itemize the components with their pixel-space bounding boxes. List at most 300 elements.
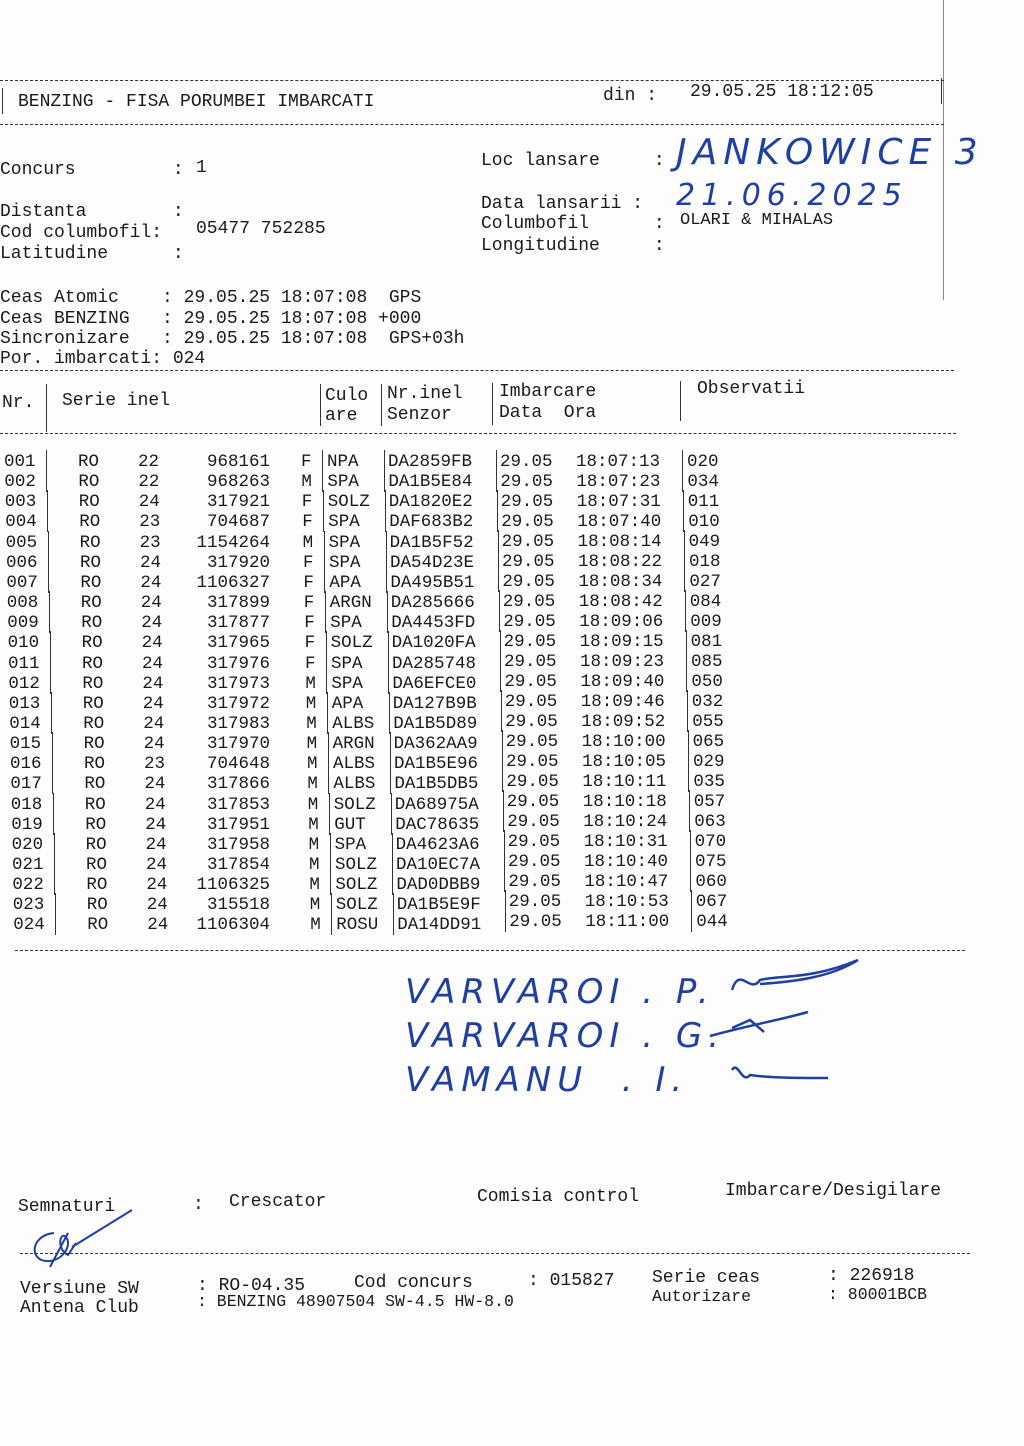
cell-senzor: DA285666	[390, 593, 475, 614]
cell-sex: F	[302, 512, 313, 533]
row-separator	[393, 913, 394, 935]
row-separator	[388, 672, 389, 694]
cell-data: 29.05	[506, 752, 559, 772]
cell-nr: 001	[4, 452, 36, 472]
cell-data: 29.05	[500, 452, 553, 472]
cell-tara: RO	[79, 532, 101, 553]
cell-sex: M	[309, 875, 320, 896]
handwritten-name-1: VARVAROI . P.	[405, 972, 715, 1012]
cell-sex: M	[302, 532, 314, 553]
row-separator	[503, 810, 504, 832]
cell-ora: 18:08:42	[578, 592, 663, 612]
cell-an: 24	[140, 593, 162, 614]
row-separator	[388, 631, 389, 653]
row-separator	[331, 913, 332, 935]
table-row	[0, 512, 1024, 533]
cod-columbofil-label: Cod columbofil:	[0, 223, 163, 243]
cell-obs: 063	[694, 812, 726, 832]
row-separator	[687, 690, 688, 712]
cell-obs: 011	[687, 492, 720, 512]
cell-obs: 009	[690, 612, 722, 632]
row-separator	[496, 450, 497, 472]
cell-obs: 081	[690, 632, 723, 652]
cell-obs: 032	[691, 692, 724, 712]
antena-club-label: Antena Club	[20, 1298, 139, 1318]
cell-senzor: DA1B5E9F	[396, 895, 481, 916]
cod-concurs-label: Cod concurs	[354, 1273, 473, 1293]
row-separator	[688, 750, 689, 772]
cell-culoare: SPA	[331, 653, 363, 674]
cell-ora: 18:10:31	[583, 832, 668, 852]
table-row	[0, 472, 1024, 493]
cell-culoare: SPA	[327, 472, 359, 493]
row-separator	[689, 790, 690, 812]
row-separator	[326, 631, 327, 653]
cell-data: 29.05	[504, 672, 557, 692]
cell-obs: 035	[693, 772, 725, 792]
row-separator	[48, 531, 49, 553]
row-separator	[330, 873, 331, 895]
row-separator	[386, 571, 387, 593]
ceas-atomic: Ceas Atomic : 29.05.25 18:07:08 GPS	[0, 288, 422, 308]
col-divider-culoare	[381, 384, 382, 426]
cell-obs: 084	[689, 592, 722, 612]
row-separator	[686, 630, 687, 652]
cell-tara: RO	[86, 855, 108, 875]
row-separator	[683, 510, 684, 532]
cell-culoare: SPA	[330, 613, 362, 634]
cell-nr: 004	[5, 512, 37, 533]
cell-an: 24	[143, 734, 165, 755]
row-separator	[329, 813, 330, 835]
cell-tara: RO	[87, 915, 109, 936]
cell-culoare: SOLZ	[335, 895, 378, 916]
cell-nr: 018	[10, 794, 43, 815]
distanta-label: Distanta :	[0, 202, 184, 222]
cell-sex: F	[301, 452, 312, 472]
cell-tara: RO	[81, 613, 103, 634]
cell-ora: 18:10:40	[584, 852, 669, 872]
header-top-rule	[0, 80, 944, 81]
cell-culoare: ALBS	[333, 774, 376, 795]
cod-concurs-value: : 015827	[528, 1271, 615, 1291]
cell-nr: 017	[10, 774, 42, 795]
cell-inel: 968263	[206, 472, 270, 493]
row-separator	[682, 450, 683, 472]
versiune-sw-label: Versiune SW	[20, 1279, 139, 1299]
cell-inel: 317983	[206, 713, 270, 734]
row-separator	[682, 470, 683, 492]
cell-culoare: SPA	[328, 512, 360, 533]
columbofil-label: Columbofil :	[481, 214, 665, 234]
cell-tara: RO	[84, 754, 106, 775]
col-divider-nr	[46, 384, 47, 432]
row-separator	[385, 510, 386, 532]
cell-nr: 024	[13, 915, 45, 936]
table-header-rule	[0, 433, 956, 434]
imbarcare-desigilare-label: Imbarcare/Desigilare	[725, 1181, 942, 1201]
row-separator	[503, 790, 504, 812]
cell-culoare: SOLZ	[335, 855, 378, 875]
loc-lansare-label: Loc lansare :	[481, 151, 665, 171]
row-separator	[48, 551, 49, 573]
col-header-imbarcare-2: Data Ora	[499, 403, 597, 423]
cell-senzor: DA495B51	[390, 572, 475, 593]
cod-columbofil-value: 05477 752285	[196, 219, 326, 239]
cell-data: 29.05	[502, 572, 555, 592]
handwritten-signatures-strokes	[690, 950, 890, 1100]
cell-senzor: DA14DD91	[397, 915, 482, 936]
cell-senzor: DA1820E2	[388, 492, 473, 513]
cell-senzor: DA1B5E84	[388, 472, 473, 493]
cell-ora: 18:10:53	[584, 892, 669, 912]
cell-sex: F	[301, 492, 313, 513]
cell-an: 23	[139, 532, 161, 553]
cell-obs: 029	[693, 752, 725, 772]
row-separator	[391, 793, 392, 815]
cell-culoare: APA	[331, 693, 364, 714]
row-separator	[499, 590, 500, 612]
cell-obs: 055	[692, 712, 724, 732]
cell-obs: 010	[688, 512, 720, 532]
cell-data: 29.05	[501, 532, 555, 552]
cell-culoare: GUT	[334, 814, 366, 835]
row-separator	[330, 853, 331, 875]
cell-nr: 012	[8, 673, 40, 694]
row-separator	[690, 830, 691, 852]
row-separator	[325, 591, 326, 613]
row-separator	[327, 712, 328, 734]
autorizare-value: : 80001BCB	[828, 1285, 928, 1304]
row-separator	[389, 712, 390, 734]
cell-data: 29.05	[507, 832, 561, 852]
cell-an: 24	[143, 713, 165, 734]
versiune-sw-value: : RO-04.35	[197, 1276, 306, 1296]
col-divider-imbarcare	[680, 381, 681, 421]
row-separator	[54, 833, 55, 855]
row-separator	[388, 652, 389, 674]
data-lansarii-label: Data lansarii :	[481, 194, 644, 214]
cell-ora: 18:10:47	[584, 872, 669, 892]
cell-data: 29.05	[504, 692, 558, 712]
cell-culoare: SOLZ	[330, 633, 373, 654]
header-din-value: 29.05.25 18:12:05	[690, 82, 874, 102]
cell-inel: 317921	[206, 492, 270, 513]
row-separator	[390, 772, 391, 794]
cell-culoare: ROSU	[336, 915, 379, 936]
cell-senzor: DAD0DBB9	[396, 875, 481, 896]
table-row	[0, 492, 1024, 513]
cell-tara: RO	[79, 512, 101, 533]
concurs-label: Concurs :	[0, 160, 184, 180]
antena-club-value: : BENZING 48907504 SW-4.5 HW-8.0	[197, 1292, 514, 1311]
cell-tara: RO	[80, 572, 102, 593]
cell-nr: 021	[12, 855, 44, 875]
cell-obs: 049	[688, 532, 721, 552]
row-separator	[504, 830, 505, 852]
cell-tara: RO	[86, 895, 108, 916]
cell-inel: 315518	[206, 895, 270, 916]
cell-obs: 060	[695, 872, 727, 892]
cell-obs: 065	[692, 732, 725, 752]
cell-an: 24	[146, 855, 168, 875]
cell-inel: 704687	[206, 512, 270, 533]
cell-an: 24	[142, 693, 164, 714]
cell-culoare: SPA	[334, 834, 367, 855]
cell-data: 29.05	[508, 852, 561, 872]
cell-inel: 1106325	[196, 875, 270, 896]
cell-sex: F	[303, 552, 314, 573]
cell-data: 29.05	[500, 492, 554, 512]
cell-nr: 002	[4, 472, 36, 493]
por-imbarcati: Por. imbarcati: 024	[0, 349, 206, 369]
row-separator	[686, 670, 687, 692]
cell-ora: 18:09:06	[579, 612, 664, 632]
cell-nr: 005	[5, 532, 38, 553]
cell-an: 24	[145, 834, 167, 855]
col-header-nr: Nr.	[2, 393, 35, 413]
row-separator	[53, 813, 54, 835]
ceas-benzing: Ceas BENZING : 29.05.25 18:07:08 +000	[0, 309, 422, 329]
cell-nr: 009	[7, 613, 39, 634]
col-header-culoare-1: Culo	[325, 386, 369, 406]
longitudine-label: Longitudine :	[481, 236, 665, 256]
latitudine-label: Latitudine :	[0, 244, 184, 264]
row-separator	[687, 710, 688, 732]
cell-ora: 18:08:34	[578, 572, 663, 592]
row-separator	[55, 913, 56, 935]
semnaturi-colon: :	[193, 1195, 204, 1215]
col-header-imbarcare-1: Imbarcare	[499, 382, 597, 402]
cell-an: 24	[144, 774, 166, 795]
cell-culoare: ARGN	[332, 734, 375, 755]
cell-sex: M	[309, 855, 320, 875]
row-separator	[323, 490, 324, 512]
cell-sex: F	[303, 593, 315, 614]
header-title: BENZING - FISA PORUMBEI IMBARCATI	[18, 92, 375, 112]
row-separator	[51, 692, 52, 714]
cell-culoare: SOLZ	[333, 794, 376, 815]
cell-data: 29.05	[502, 552, 555, 572]
cell-data: 29.05	[504, 652, 557, 672]
row-separator	[501, 690, 502, 712]
row-separator	[324, 551, 325, 573]
concurs-value: 1	[196, 158, 207, 178]
cell-inel: 968161	[206, 452, 270, 472]
cell-obs: 034	[687, 472, 719, 492]
row-separator	[53, 793, 54, 815]
cell-senzor: DA54D23E	[390, 552, 475, 573]
row-separator	[46, 470, 47, 492]
row-separator	[384, 450, 385, 472]
cell-data: 29.05	[500, 472, 553, 492]
row-separator	[390, 752, 391, 774]
cell-tara: RO	[83, 713, 105, 734]
row-separator	[49, 611, 50, 633]
row-separator	[384, 470, 385, 492]
cell-senzor: DA1B5DB5	[394, 774, 479, 795]
row-separator	[50, 652, 51, 674]
cell-obs: 070	[694, 832, 727, 852]
col-header-nrinel-1: Nr.inel	[387, 384, 463, 404]
cell-inel: 317965	[206, 633, 270, 654]
cell-an: 23	[139, 512, 161, 533]
cell-sex: M	[308, 834, 320, 855]
cell-an: 24	[141, 633, 163, 654]
header-din-label: din :	[603, 86, 658, 106]
row-separator	[683, 490, 684, 512]
cell-nr: 015	[9, 734, 42, 755]
cell-inel: 317853	[206, 794, 270, 815]
cell-inel: 317854	[206, 855, 270, 875]
row-separator	[392, 833, 393, 855]
cell-an: 24	[140, 552, 162, 573]
col-header-observatii: Observatii	[697, 379, 806, 399]
cell-inel: 704648	[206, 754, 270, 775]
cell-ora: 18:07:23	[576, 472, 661, 492]
cell-nr: 008	[6, 593, 39, 614]
cell-senzor: DA285748	[392, 653, 477, 674]
cell-inel: 1106304	[196, 915, 270, 936]
header-left-bar	[2, 88, 3, 114]
cell-nr: 022	[12, 875, 44, 896]
row-separator	[49, 591, 50, 613]
cell-inel: 317951	[206, 814, 270, 835]
row-separator	[502, 730, 503, 752]
cell-sex: M	[305, 693, 317, 714]
row-separator	[505, 890, 506, 912]
cell-tara: RO	[78, 452, 100, 472]
cell-sex: F	[303, 572, 314, 593]
cell-senzor: DAF683B2	[389, 512, 474, 533]
cell-culoare: SOLZ	[335, 875, 378, 896]
cell-sex: M	[306, 734, 318, 755]
cell-data: 29.05	[505, 712, 558, 732]
row-separator	[327, 692, 328, 714]
cell-ora: 18:07:13	[576, 452, 661, 472]
cell-ora: 18:08:14	[577, 532, 662, 552]
handwritten-name-2: VARVAROI . G.	[405, 1016, 726, 1056]
row-separator	[392, 873, 393, 895]
cell-sex: F	[305, 653, 316, 674]
cell-ora: 18:07:40	[577, 512, 662, 532]
cell-tara: RO	[80, 593, 102, 614]
cell-senzor: DA1B5D89	[393, 713, 478, 734]
cell-ora: 18:08:22	[578, 552, 663, 572]
cell-an: 24	[145, 814, 167, 835]
row-separator	[505, 910, 506, 932]
row-separator	[386, 551, 387, 573]
cell-inel: 317973	[206, 673, 270, 694]
cell-an: 24	[138, 492, 160, 513]
row-separator	[326, 652, 327, 674]
cell-an: 24	[146, 875, 168, 896]
cell-sex: M	[309, 895, 321, 916]
row-separator	[392, 853, 393, 875]
cell-tara: RO	[82, 653, 104, 674]
row-separator	[504, 850, 505, 872]
cell-sex: F	[304, 633, 316, 654]
row-separator	[498, 570, 499, 592]
row-separator	[391, 813, 392, 835]
cell-an: 22	[138, 472, 160, 493]
row-separator	[497, 490, 498, 512]
cell-sex: M	[307, 754, 318, 775]
autorizare-label: Autorizare	[652, 1287, 752, 1306]
cell-nr: 016	[10, 754, 42, 775]
cell-tara: RO	[82, 693, 104, 714]
loc-lansare-handwritten: JANKOWICE 3	[676, 132, 984, 173]
row-separator	[54, 853, 55, 875]
header-bottom-rule	[0, 124, 944, 125]
row-separator	[51, 712, 52, 734]
cell-tara: RO	[85, 834, 107, 855]
serie-ceas-value: : 226918	[828, 1266, 915, 1286]
cell-sex: M	[307, 774, 318, 795]
cell-ora: 18:09:52	[581, 712, 666, 732]
row-separator	[328, 752, 329, 774]
col-divider-serie	[320, 384, 321, 426]
cell-senzor: DA68975A	[394, 794, 479, 815]
cell-nr: 019	[11, 814, 43, 835]
row-separator	[690, 850, 691, 872]
cell-tara: RO	[78, 472, 100, 493]
cell-culoare: SPA	[328, 532, 361, 553]
sincronizare: Sincronizare : 29.05.25 18:07:08 GPS+03h	[0, 329, 465, 349]
cell-data: 29.05	[507, 812, 560, 832]
row-separator	[52, 732, 53, 754]
cell-senzor: DA6EFCE0	[392, 673, 477, 694]
cell-obs: 018	[689, 552, 721, 572]
semnaturi-label: Semnaturi	[18, 1197, 116, 1217]
row-separator	[690, 870, 691, 892]
cell-nr: 013	[8, 693, 41, 714]
cell-ora: 18:10:11	[582, 772, 667, 792]
row-separator	[685, 610, 686, 632]
cell-tara: RO	[83, 734, 105, 755]
row-separator	[55, 893, 56, 915]
signature-rule	[20, 1253, 970, 1254]
crescator-label: Crescator	[229, 1192, 327, 1212]
row-separator	[500, 630, 501, 652]
cell-sex: M	[307, 794, 319, 815]
row-separator	[499, 610, 500, 632]
table-row	[0, 573, 1024, 594]
cell-nr: 023	[12, 895, 45, 916]
cell-tara: RO	[86, 875, 108, 896]
cell-senzor: DA127B9B	[392, 693, 477, 714]
row-separator	[48, 571, 49, 593]
cell-ora: 18:10:18	[582, 792, 667, 812]
row-separator	[328, 732, 329, 754]
cell-culoare: ARGN	[329, 593, 372, 614]
cell-sex: F	[304, 613, 315, 634]
cell-inel: 317970	[206, 734, 270, 755]
row-separator	[496, 470, 497, 492]
row-separator	[502, 770, 503, 792]
row-separator	[326, 672, 327, 694]
cell-sex: M	[308, 814, 319, 835]
cell-ora: 18:10:05	[582, 752, 667, 772]
cell-data: 29.05	[509, 912, 562, 932]
row-separator	[689, 810, 690, 832]
row-separator	[329, 793, 330, 815]
cell-obs: 027	[689, 572, 721, 592]
cell-tara: RO	[80, 552, 102, 573]
col-divider-nrinel	[492, 383, 493, 425]
col-header-culoare-2: are	[325, 406, 358, 426]
cell-nr: 003	[4, 492, 37, 513]
